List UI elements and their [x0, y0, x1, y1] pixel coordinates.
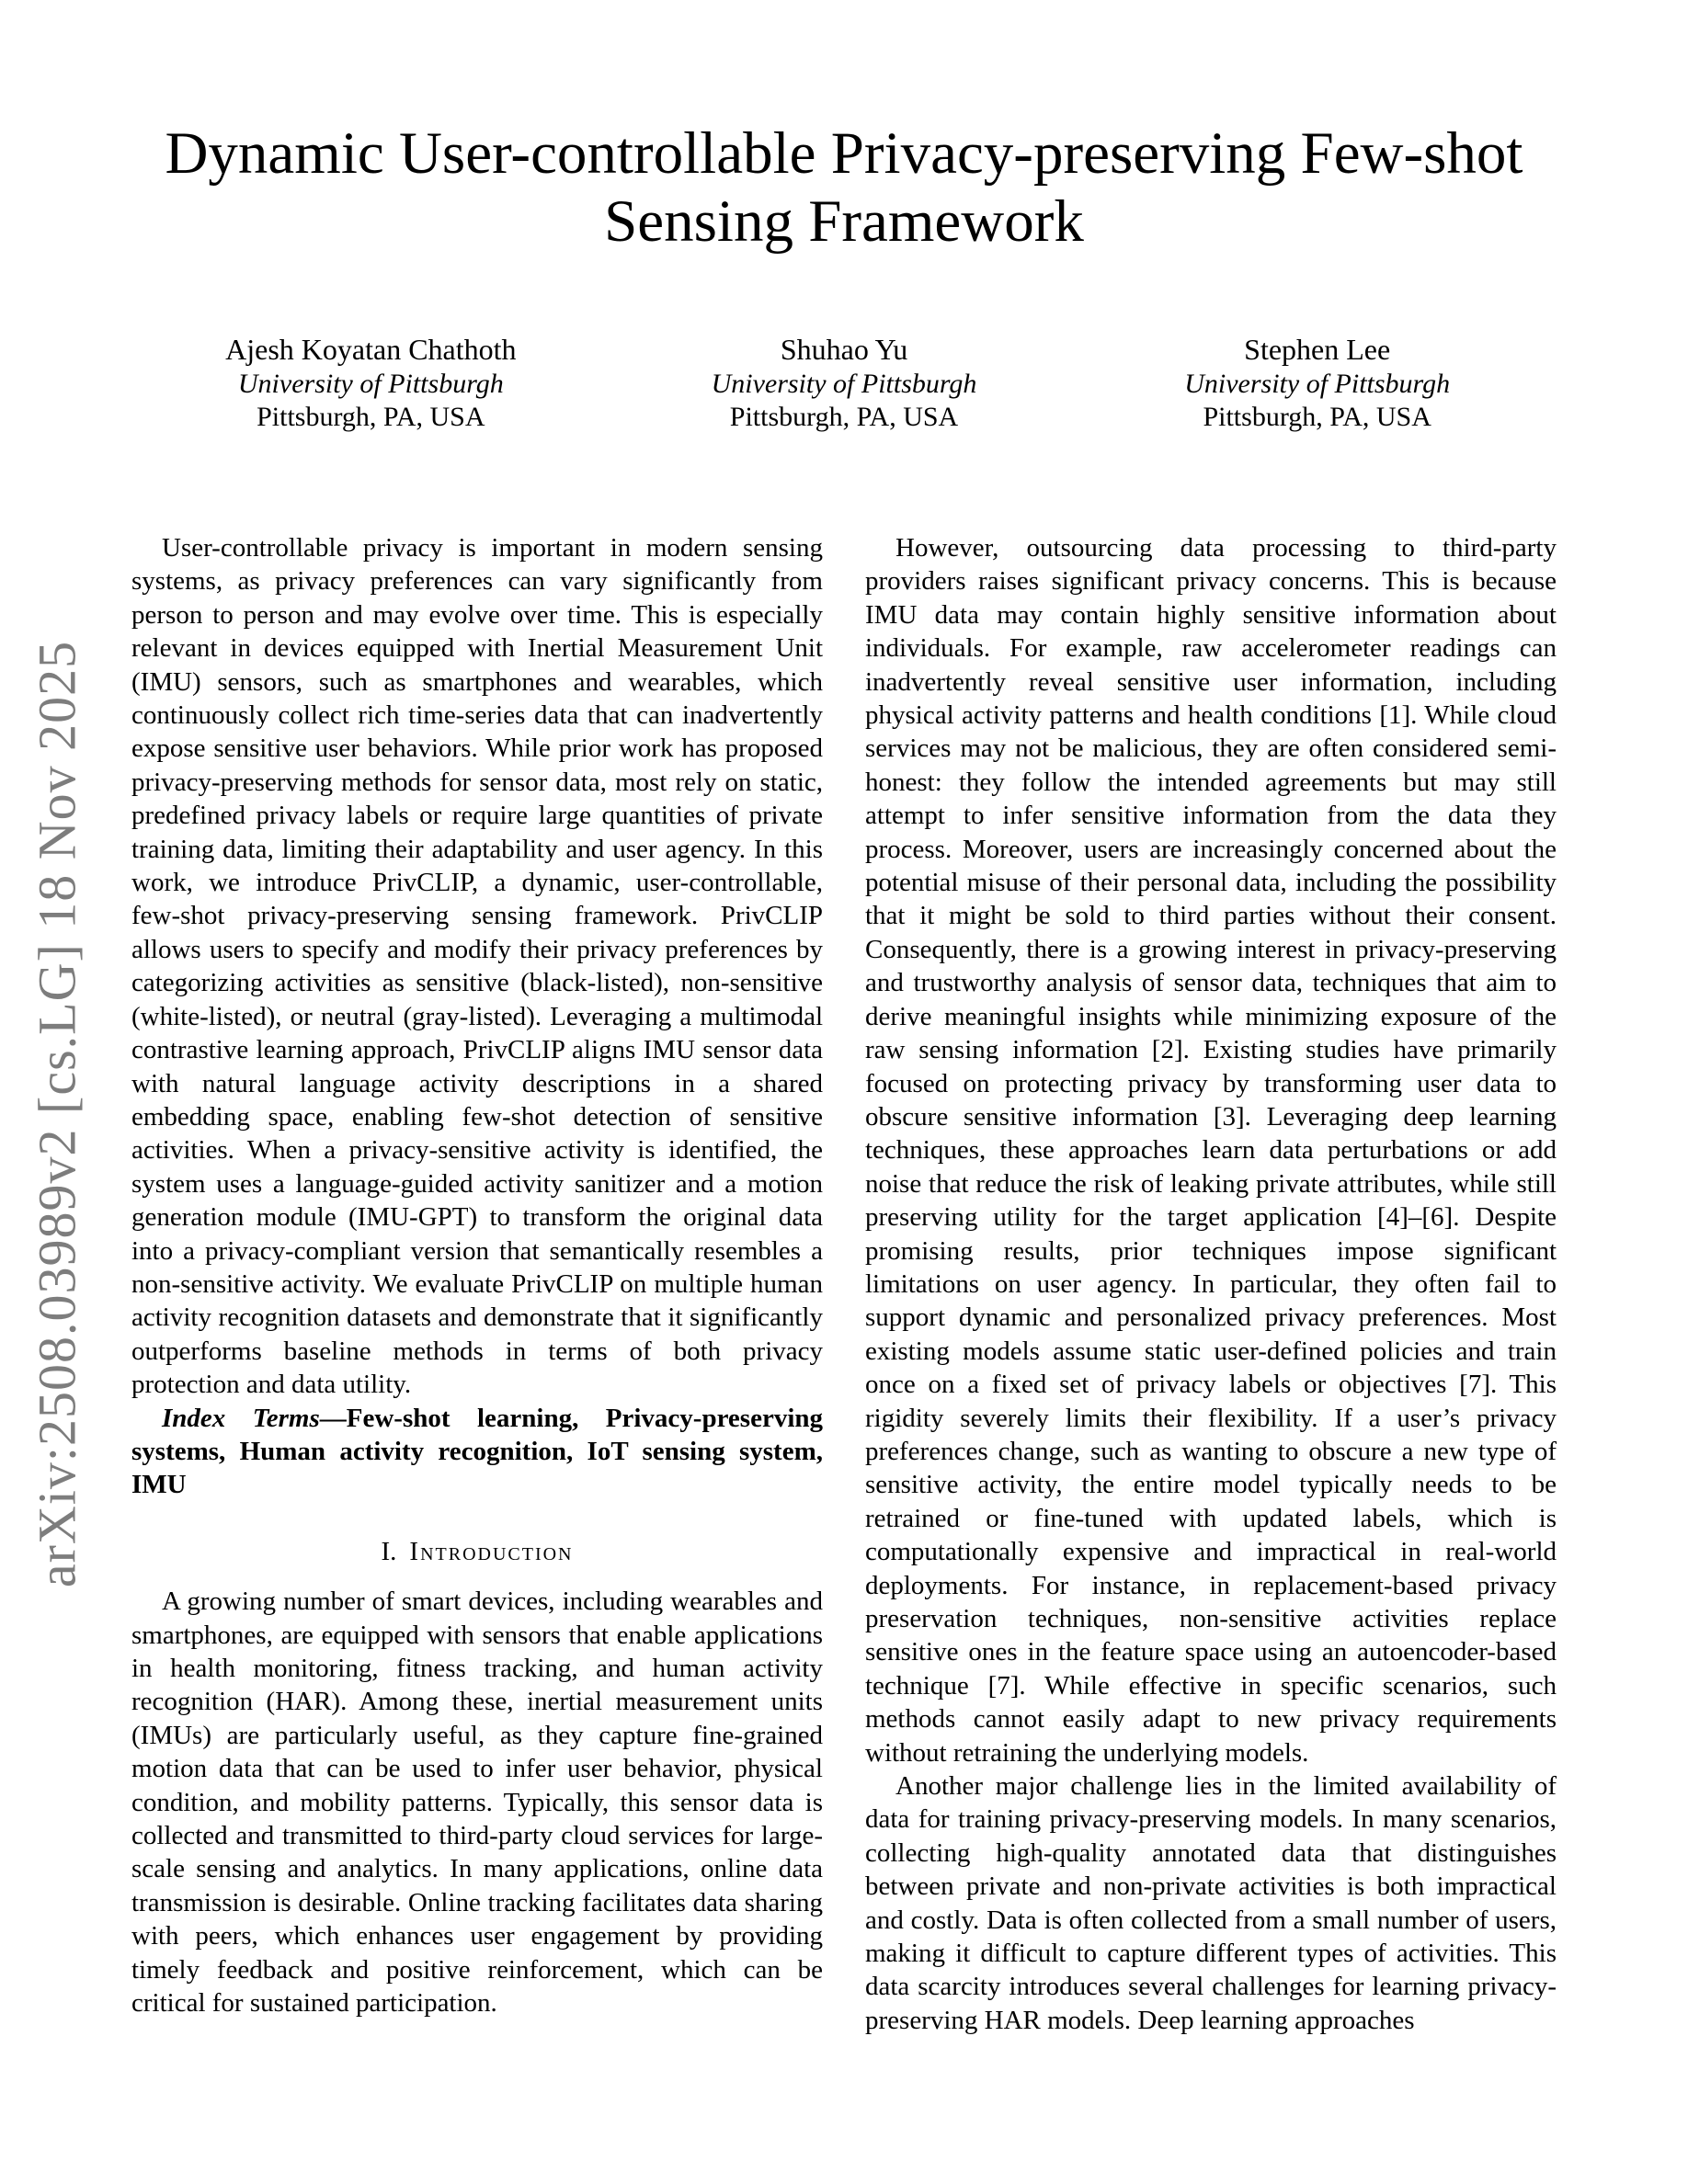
abstract-paragraph: User-controllable privacy is important in modern sensing systems, as privacy preferences can vary significantly from person to person and may evolve over time. This is especially relevant in devices equipped with Inertial Measurement Unit (IMU) sensors, such as smartphones and wearables, which continuously collect rich time-series data that can inadvertently expose sensitive user behaviors. While prior work has proposed privacy-preserving methods for sensor data, most rely on static, predefined privacy labels or require large quantities of private training data, limiting their adaptability and user agency. In this work, we introduce PrivCLIP, a dynamic, user-controllable, few-shot privacy-preserving sensing framework. PrivCLIP allows users to specify and modify their privacy preferences by categorizing activities as sensitive (black-listed), non-sensitive (white-listed), or neutral (gray-listed). Leveraging a multimodal contrastive learning approach, PrivCLIP aligns IMU sensor data with natural language activity descriptions in a shared embedding space, enabling few-shot detection of sensitive activities. When a privacy-sensitive activity is identified, the system uses a language-guided activity sanitizer and a motion generation module (IMU-GPT) to transform the original data into a privacy-compliant version that semantically resembles a non-sensitive activity. We evaluate PrivCLIP on multiple human activity recognition datasets and demonstrate that it significantly outperforms baseline methods in terms of both privacy protection and data utility. [131, 533, 823, 1400]
author-name: Ajesh Koyatan Chathoth [225, 333, 517, 366]
section-title: Introduction [409, 1536, 574, 1566]
section-heading-introduction [131, 1535, 823, 1568]
author-affiliation: University of Pittsburgh [237, 369, 504, 399]
author-block [134, 331, 1554, 434]
author-name: Shuhao Yu [780, 333, 908, 366]
index-terms-label: Index Terms [162, 1403, 320, 1433]
index-terms-body: —Few-shot learning, Privacy-preserving systems, Human activity recognition, IoT sensing system, IMU [131, 1403, 824, 1500]
right-column [865, 531, 1557, 2037]
author-affiliation: University of Pittsburgh [1184, 369, 1451, 399]
author-affiliation: University of Pittsburgh [711, 369, 977, 399]
author [608, 331, 1081, 434]
arxiv-watermark-text: arXiv:2508.03989v2 [cs.LG] 18 Nov 2025 [27, 640, 87, 1588]
author [134, 331, 608, 434]
author-location: Pittsburgh, PA, USA [729, 402, 959, 432]
intro-paragraph-1: A growing number of smart devices, including wearables and smartphones, are equipped with sensors that enable applications in health monitoring, fitness tracking, and human activity recognition (HAR). Among these, inertial measurement units (IMUs) are particularly useful, as they capture fine-grained motion data that can be used to infer user behavior, physical condition, and mobility patterns. Typically, this sensor data is collected and transmitted to third-party cloud services for large-scale sensing and analytics. In many applications, online data transmission is desirable. Online tracking facilitates data sharing with peers, which enhances user engagement by providing timely feedback and positive reinforcement, which can be critical for sustained participation. [131, 1587, 823, 2019]
author [1080, 331, 1554, 434]
right-paragraph-1: However, outsourcing data processing to third-party providers raises significant privacy concerns. This is because IMU data may contain highly sensitive information about individuals. For example, raw accelerometer readings can inadvertently reveal sensitive user information, including physical activity patterns and health conditions [1]. While cloud services may not be malicious, they are often considered semi-honest: they follow the intended agreements but may still attempt to infer sensitive information from the data they process. Moreover, users are increasingly concerned about the potential misuse of their personal data, including the possibility that it might be sold to third parties without their consent. Consequently, there is a growing interest in privacy-preserving and trustworthy analysis of sensor data, techniques that aim to derive meaningful insights while minimizing exposure of the raw sensing information [2]. Existing studies have primarily focused on protecting privacy by transforming user data to obscure sensitive information [3]. Leveraging deep learning techniques, these approaches learn data perturbations or add noise that reduce the risk of leaking private attributes, while still preserving utility for the target application [4]–[6]. Despite promising results, prior techniques impose significant limitations on user agency. In particular, they often fail to support dynamic and personalized privacy preferences. Most existing models assume static user-defined policies and train once on a fixed set of privacy labels or objectives [7]. This rigidity severely limits their flexibility. If a user’s privacy preferences change, such as wanting to obscure a new type of sensitive activity, the entire model typically needs to be retrained or fine-tuned with updated labels, which is computationally expensive and impractical in real-world deployments. For instance, in replacement-based privacy preservation techniques, non-sensitive activities replace sensitive ones in the feature space using an autoencoder-based technique [7]. While effective in specific scenarios, such methods cannot easily adapt to new privacy requirements without retraining the underlying models. [865, 533, 1557, 1768]
left-column [131, 531, 823, 2019]
section-number: I. [381, 1536, 397, 1566]
author-location: Pittsburgh, PA, USA [1203, 402, 1431, 432]
right-paragraph-2: Another major challenge lies in the limited availability of data for training privacy-preserving models. In many scenarios, collecting high-quality annotated data that distinguishes between private and non-private activities is both impractical and costly. Data is often collected from a small number of users, making it difficult to capture different types of activities. This data scarcity introduces several challenges for learning privacy-preserving HAR models. Deep learning approaches [865, 1771, 1557, 2035]
index-terms [131, 1402, 823, 1502]
author-location: Pittsburgh, PA, USA [257, 402, 485, 432]
paper-title: Dynamic User-controllable Privacy-preserving Few-shot Sensing Framework [165, 119, 1523, 255]
author-name: Stephen Lee [1244, 333, 1391, 366]
